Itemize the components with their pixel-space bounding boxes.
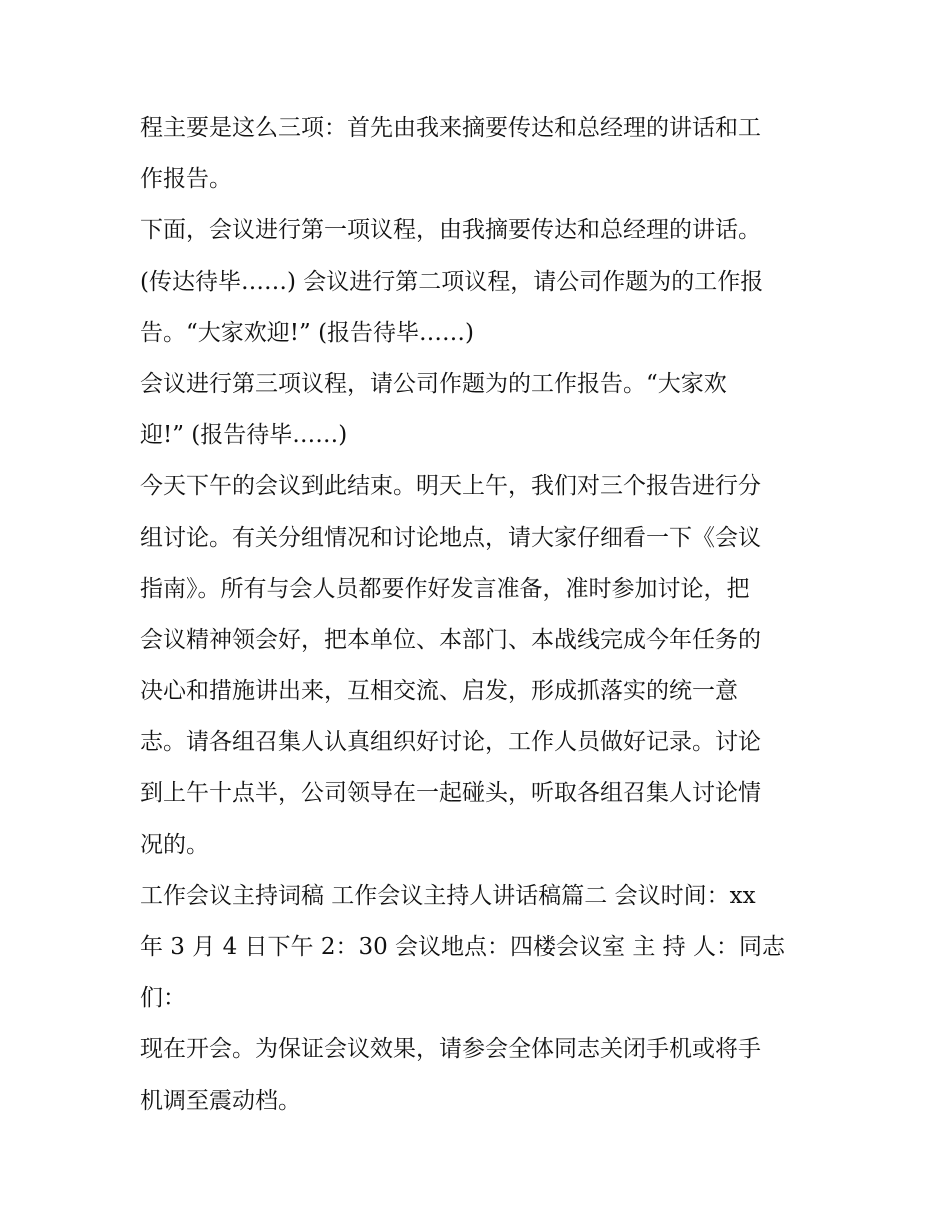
document-body (140, 103, 820, 1127)
text-line: 组讨论。有关分组情况和讨论地点，请大家仔细看一下《会议 (140, 524, 761, 551)
text-line: 到上午十点半，公司领导在一起碰头，听取各组召集人讨论情 (140, 780, 761, 807)
text-line: 况的。 (140, 831, 209, 858)
text-line: 迎!” (报告待毕……) (140, 422, 348, 449)
text-line: 志。请各组召集人认真组织好讨论，工作人员做好记录。讨论 (140, 729, 761, 756)
text-line: (传达待毕……) 会议进行第二项议程，请公司作题为的工作报 (140, 268, 764, 295)
text-line: 程主要是这么三项：首先由我来摘要传达和总经理的讲话和工 (140, 115, 761, 141)
text-line: 工作会议主持词稿 工作会议主持人讲话稿篇二 会议时间：xx (140, 882, 756, 909)
text-line: 下面，会议进行第一项议程，由我摘要传达和总经理的讲话。 (140, 217, 761, 244)
text-line: 指南》。所有与会人员都要作好发言准备，准时参加讨论，把 (140, 575, 750, 602)
text-line: 年 3 月 4 日下午 2：30 会议地点：四楼会议室 主 持 人：同志 (140, 934, 785, 960)
text-line: 告。“大家欢迎!” (报告待毕……) (140, 319, 475, 346)
text-line: 机调至震动档。 (140, 1087, 301, 1114)
text-line: 今天下午的会议到此结束。明天上午，我们对三个报告进行分 (140, 473, 761, 500)
text-line: 作报告。 (140, 166, 232, 193)
text-line: 们： (140, 985, 186, 1012)
text-line: 会议进行第三项议程，请公司作题为的工作报告。“大家欢 (140, 370, 727, 397)
text-line: 会议精神领会好，把本单位、本部门、本战线完成今年任务的 (140, 626, 761, 653)
text-line: 决心和措施讲出来，互相交流、启发，形成抓落实的统一意 (140, 678, 738, 705)
text-line: 现在开会。为保证会议效果，请参会全体同志关闭手机或将手 (140, 1036, 761, 1063)
